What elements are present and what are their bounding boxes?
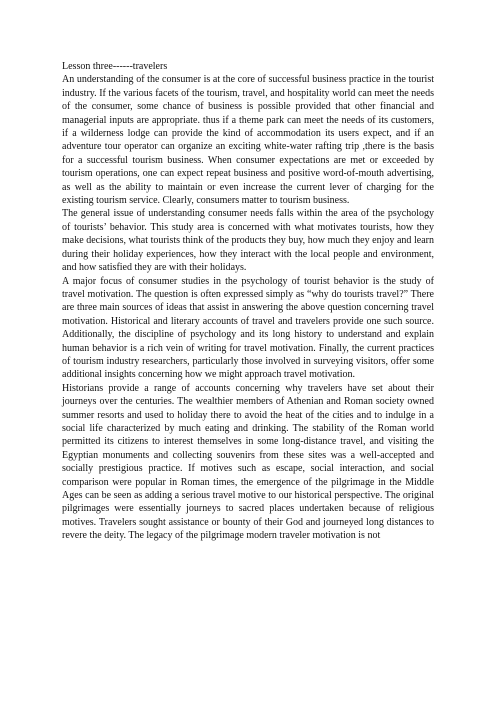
paragraph-travel-motivation: A major focus of consumer studies in the psychology of tourist behavior is the study of travel motivation. The question is often expressed simply as “why do tourists travel?” There are three main sources of ideas that assist in answering the above question concerning travel motivation. Historical and literary accounts of travel and travelers provide one such source. Additionally, the discipline of psychology and its long history to understand and explain human behavior is a rich vein of writing for travel motivation. Finally, the current practices of tourism industry researchers, particularly those involved in surveying visitors, offer some additional insights concerning how we might approach travel motivation. <box>62 275 434 381</box>
paragraph-psychology-of-tourists: The general issue of understanding consumer needs falls within the area of the psychology of tourists’ behavior. This study area is concerned with what motivates tourists, how they make decisions, what tourists think of the products they buy, how much they enjoy and learn during their holiday experiences, how they interact with the local people and environment, and how satisfied they are with their holidays. <box>62 208 434 274</box>
paragraph-historical-accounts: Historians provide a range of accounts concerning why travelers have set about their journeys over the centuries. The wealthier members of Athenian and Roman society owned summer resorts and used to holiday there to avoid the heat of the cities and to indulge in a social life characterized by much eating and drinking. The stability of the Roman world permitted its citizens to interest themselves in some long-distance travel, and visiting the Egyptian monuments and collecting souvenirs from these sites was a well-accepted and socially prestigious practice. If motives such as escape, social interaction, and social comparison were popular in Roman times, the emergence of the pilgrimage in the Middle Ages can be seen as adding a serious travel motive to our historical perspective. The original pilgrimages were essentially journeys to sacred places undertaken because of religious motives. Travelers sought assistance or bounty of their God and journeyed long distances to revere the deity. The legacy of the pilgrimage modern traveler motivation is not <box>62 382 434 542</box>
lesson-title: Lesson three------travelers <box>62 61 168 72</box>
document-page <box>62 60 434 543</box>
paragraph-consumer-understanding: An understanding of the consumer is at the core of successful business practice in the tourist industry. If the various facets of the tourism, travel, and hospitality world can meet the needs of the consumer, some chance of business is possible provided that other financial and managerial inputs are appropriate. thus if a theme park can meet the needs of its customers, if a wilderness lodge can provide the kind of accommodation its users expect, and if an adventure tour operator can organize an exciting white-water rafting trip ,there is the basis for a successful tourism business. When consumer expectations are met or exceeded by tourism operations, one can expect repeat business and positive word-of-mouth advertising, as well as the ability to maintain or even increase the current lever of charging for the existing tourism service. Clearly, consumers matter to tourism business. <box>62 74 434 207</box>
